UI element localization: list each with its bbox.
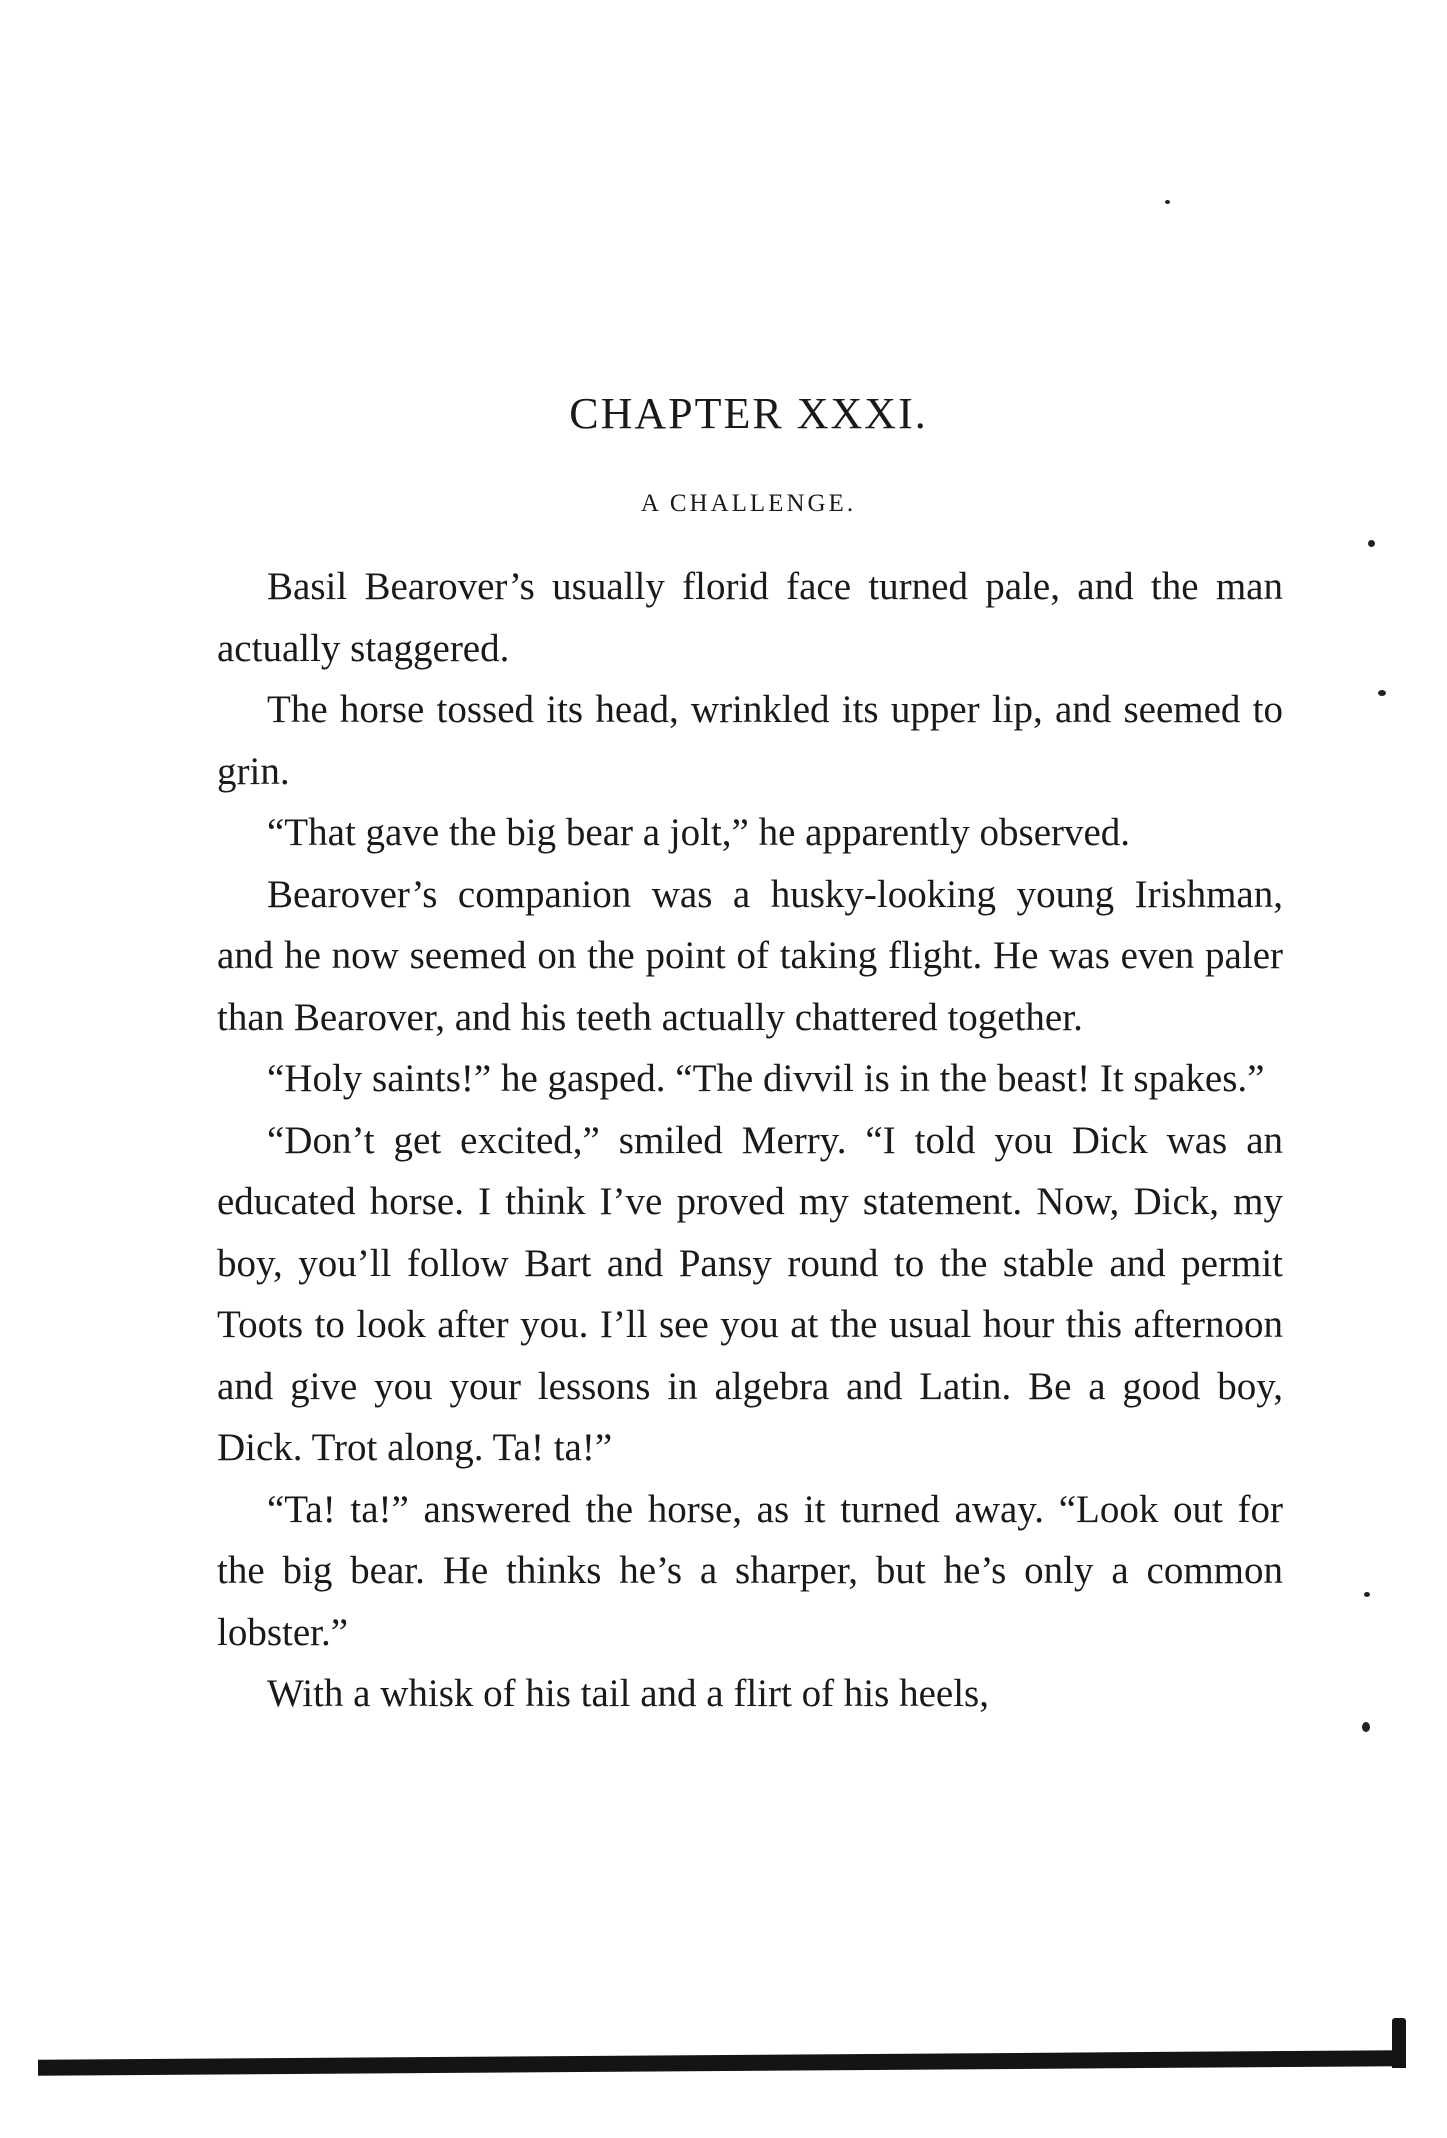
chapter-subtitle: A CHALLENGE. (640, 490, 857, 517)
scan-speck (1362, 1722, 1370, 1732)
chapter-title: CHAPTER XXXI. (569, 389, 928, 438)
scan-speck (1165, 200, 1170, 204)
bottom-rule (38, 2050, 1406, 2076)
paragraph: “That gave the big bear a jolt,” he apparently observed. (267, 811, 1131, 854)
paragraph: The horse tossed its head, wrinkled its upper lip, and seemed to grin. (217, 688, 1283, 793)
paragraph: “Don’t get excited,” smiled Merry. “I told you Dick was an educated horse. I think I’ve proved my statement. Now, Dick, my boy, you’ll follow Bart and Pansy round to the stable and permit Toots to look after you. I’ll see you at the usual hour this afternoon and give you your lessons in algebra and Latin. Be a good boy, Dick. Trot along. Ta! ta!” (217, 1118, 1283, 1469)
paragraph: Bearover’s companion was a husky-looking young Irishman, and he now seemed on the point of taking flight. He was even paler than Bearover, and his teeth actually chattered together. (217, 872, 1283, 1039)
body-text (217, 556, 1283, 1725)
scan-speck (1368, 540, 1375, 547)
paragraph: With a whisk of his tail and a flirt of his heels, (267, 1672, 989, 1715)
paragraph: Basil Bearover’s usually florid face turned pale, and the man actually staggered. (217, 565, 1283, 670)
scan-speck (1364, 1592, 1370, 1597)
bottom-rule-end (1392, 2018, 1406, 2068)
scan-speck (1378, 690, 1386, 696)
paragraph: “Ta! ta!” answered the horse, as it turned away. “Look out for the big bear. He thinks he’s a sharper, but he’s only a common lobster.” (217, 1487, 1283, 1654)
paragraph: “Holy saints!” he gasped. “The divvil is in the beast! It spakes.” (267, 1057, 1265, 1100)
